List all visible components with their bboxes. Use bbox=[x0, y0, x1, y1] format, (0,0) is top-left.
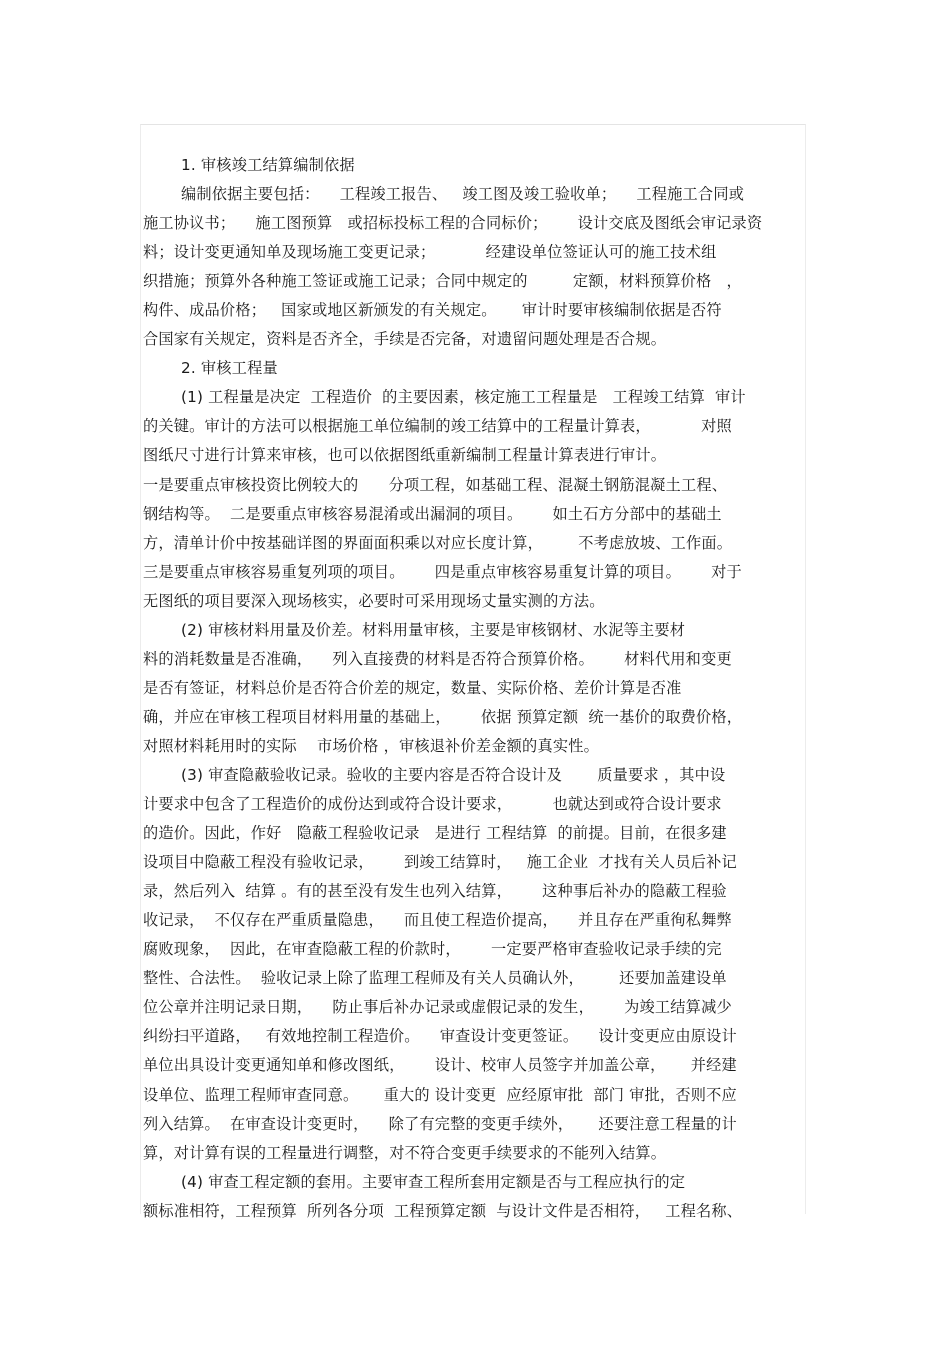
text-line: 列入结算。 在审查设计变更时， 除了有完整的变更手续外， 还要注意工程量的计 bbox=[143, 1114, 737, 1133]
text-line: (3) 审查隐蔽验收记录。验收的主要内容是否符合设计及 质量要求 ，其中设 bbox=[181, 765, 726, 784]
text-line: 料；设计变更通知单及现场施工变更记录； 经建设单位签证认可的施工技术组 bbox=[143, 243, 717, 262]
text-line: 是否有签证，材料总价是否符合价差的规定，数量、实际价格、差价计算是否准 bbox=[143, 678, 682, 697]
text-line: 额标准相符，工程预算 所列各分项 工程预算定额 与设计文件是否相符， 工程名称、 bbox=[143, 1201, 743, 1220]
text-line: 方，清单计价中按基础详图的界面面积乘以对应长度计算， 不考虑放坡、工作面。 bbox=[143, 533, 733, 552]
text-line: 的造价。因此，作好 隐蔽工程验收记录 是进行 工程结算 的前提。目前，在很多建 bbox=[143, 824, 727, 843]
text-line: 对照材料耗用时的实际 市场价格 ，审核退补价差金额的真实性。 bbox=[143, 736, 599, 755]
text-line: (4) 审查工程定额的套用。主要审查工程所套用定额是否与工程应执行的定 bbox=[181, 1172, 686, 1191]
text-line: 设单位、监理工程师审查同意。 重大的 设计变更 应经原审批 部门 审批，否则不应 bbox=[143, 1085, 737, 1104]
text-line: 料的消耗数量是否准确， 列入直接费的材料是否符合预算价格。 材料代用和变更 bbox=[143, 649, 732, 668]
text-line: 构件、成品价格； 国家或地区新颁发的有关规定。 审计时要审核编制依据是否符 bbox=[143, 301, 722, 320]
text-line: 纠纷扫平道路， 有效地控制工程造价。 审查设计变更签证。 设计变更应由原设计 bbox=[143, 1027, 737, 1046]
text-line: 图纸尺寸进行计算来审核，也可以依据图纸重新编制工程量计算表进行审计。 bbox=[143, 446, 667, 465]
text-line: 合国家有关规定，资料是否齐全，手续是否完备，对遗留问题处理是否合规。 bbox=[143, 330, 667, 349]
text-line: 确，并应在审核工程项目材料用量的基础上， 依据 预算定额 统一基价的取费价格， bbox=[143, 707, 743, 726]
text-line: 钢结构等。 二是要重点审核容易混淆或出漏洞的项目。 如土石方分部中的基础土 bbox=[143, 504, 722, 523]
text-line: 1. 审核竣工结算编制依据 bbox=[181, 156, 355, 174]
text-line: 一是要重点审核投资比例较大的 分项工程，如基础工程、混凝土钢筋混凝土工程、 bbox=[143, 475, 728, 494]
text-line: 编制依据主要包括： 工程竣工报告、 竣工图及竣工验收单； 工程施工合同或 bbox=[181, 185, 745, 204]
text-line: (1) 工程量是决定 工程造价 的主要因素，核定施工工程量是 工程竣工结算 审计 bbox=[181, 388, 746, 407]
text-line: 收记录， 不仅存在严重质量隐患， 而且使工程造价提高， 并且存在严重徇私舞弊 bbox=[143, 911, 732, 930]
text-line: 位公章并注明记录日期， 防止事后补办记录或虚假记录的发生， 为竣工结算减少 bbox=[143, 998, 732, 1017]
text-line: 腐败现象， 因此，在审查隐蔽工程的价款时， 一定要严格审查验收记录手续的完 bbox=[143, 940, 722, 959]
text-line: 整性、合法性。 验收记录上除了监理工程师及有关人员确认外， 还要加盖建设单 bbox=[143, 969, 727, 988]
text-line: 录，然后列入 结算 。有的甚至没有发生也列入结算， 这种事后补办的隐蔽工程验 bbox=[143, 882, 727, 901]
text-line: 单位出具设计变更通知单和修改图纸， 设计、校审人员签字并加盖公章， 并经建 bbox=[143, 1056, 737, 1075]
text-line: 的关键。审计的方法可以根据施工单位编制的竣工结算中的工程量计算表， 对照 bbox=[143, 417, 732, 436]
text-line: 织措施；预算外各种施工签证或施工记录；合同中规定的 定额，材料预算价格 ， bbox=[143, 272, 742, 291]
text-line: 设项目中隐蔽工程没有验收记录， 到竣工结算时， 施工企业 才找有关人员后补记 bbox=[143, 853, 737, 872]
text-line: 算，对计算有误的工程量进行调整，对不符合变更手续要求的不能列入结算。 bbox=[143, 1143, 667, 1162]
text-line: 无图纸的项目要深入现场核实，必要时可采用现场丈量实测的方法。 bbox=[143, 591, 605, 610]
document-body bbox=[143, 151, 805, 1226]
text-line: 施工协议书； 施工图预算 或招标投标工程的合同标价； 设计交底及图纸会审记录资 bbox=[143, 214, 763, 233]
text-line: 计要求中包含了工程造价的成份达到或符合设计要求， 也就达到或符合设计要求 bbox=[143, 795, 722, 814]
text-line: (2) 审核材料用量及价差。材料用量审核，主要是审核钢材、水泥等主要材 bbox=[181, 620, 686, 639]
text-line: 2. 审核工程量 bbox=[181, 359, 278, 378]
text-line: 三是要重点审核容易重复列项的项目。 四是重点审核容易重复计算的项目。 对于 bbox=[143, 562, 742, 581]
